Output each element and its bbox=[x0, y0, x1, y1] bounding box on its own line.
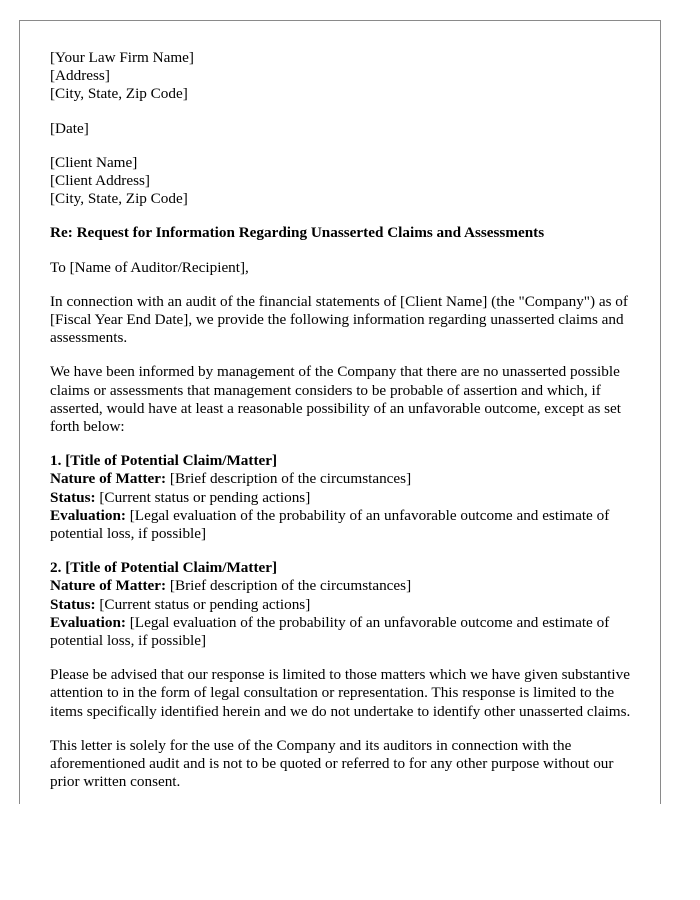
claim-title: 2. [Title of Potential Claim/Matter] bbox=[50, 559, 278, 577]
status-value: [Current status or pending actions] bbox=[95, 488, 311, 506]
client-city-state-zip: [City, State, Zip Code] bbox=[50, 190, 188, 208]
nature-label: Nature of Matter: bbox=[50, 577, 167, 595]
salutation-block bbox=[50, 259, 646, 277]
evaluation-label: Evaluation: bbox=[50, 506, 126, 524]
limitation-paragraph: Please be advised that our response is limited to those matters which we have given substantive attention to in the form of legal consultation or representation. This response is limited to the items specifically identified herein and we do not undertake to identify other unasserted claims. bbox=[50, 666, 631, 720]
letter-date: [Date] bbox=[50, 119, 89, 137]
claim-nature bbox=[50, 470, 646, 488]
date-block bbox=[50, 120, 646, 138]
usage-paragraph: This letter is solely for the use of the Company and its auditors in connection with the aforementioned audit and is not to be quoted or referred to for any other purpose without our prior written consent. bbox=[50, 736, 614, 791]
sender-address: [Address] bbox=[50, 67, 110, 85]
claim-status bbox=[50, 489, 646, 507]
status-label: Status: bbox=[50, 595, 96, 613]
evaluation-value: [Legal evaluation of the probability of an unfavorable outcome and estimate of potential loss, if possible] bbox=[50, 613, 610, 650]
management-paragraph: We have been informed by management of the Company that there are no unasserted possible claims or assessments that management considers to be probable of assertion and which, if asserted, would have at least a reasonable possibility of an unfavorable outcome, except as set forth below: bbox=[50, 363, 622, 436]
intro-paragraph: In connection with an audit of the financial statements of [Client Name] (the "Company") as of [Fiscal Year End Date], we provide the following information regarding unasserted claims and assessments. bbox=[50, 292, 628, 347]
evaluation-value: [Legal evaluation of the probability of an unfavorable outcome and estimate of potential loss, if possible] bbox=[50, 506, 610, 543]
status-value: [Current status or pending actions] bbox=[95, 595, 311, 613]
claim-evaluation bbox=[50, 614, 646, 650]
sender-city-state-zip: [City, State, Zip Code] bbox=[50, 85, 188, 103]
nature-value: [Brief description of the circumstances] bbox=[166, 577, 412, 595]
sender-address-block bbox=[50, 49, 646, 104]
nature-label: Nature of Matter: bbox=[50, 470, 167, 488]
nature-value: [Brief description of the circumstances] bbox=[166, 470, 412, 488]
letter-content bbox=[50, 49, 646, 804]
subject-block bbox=[50, 224, 646, 242]
claim-status bbox=[50, 596, 646, 614]
claim-nature bbox=[50, 577, 646, 595]
letter-page bbox=[19, 20, 661, 804]
evaluation-label: Evaluation: bbox=[50, 613, 126, 631]
claim-item bbox=[50, 452, 646, 543]
salutation: To [Name of Auditor/Recipient], bbox=[50, 258, 249, 276]
client-address-block bbox=[50, 154, 646, 209]
claim-evaluation bbox=[50, 507, 646, 543]
subject-line: Re: Request for Information Regarding Unasserted Claims and Assessments bbox=[50, 224, 545, 242]
claim-item bbox=[50, 559, 646, 650]
claim-title: 1. [Title of Potential Claim/Matter] bbox=[50, 452, 278, 470]
sender-firm-name: [Your Law Firm Name] bbox=[50, 49, 194, 66]
client-name: [Client Name] bbox=[50, 153, 138, 171]
status-label: Status: bbox=[50, 488, 96, 506]
client-address: [Client Address] bbox=[50, 172, 150, 190]
